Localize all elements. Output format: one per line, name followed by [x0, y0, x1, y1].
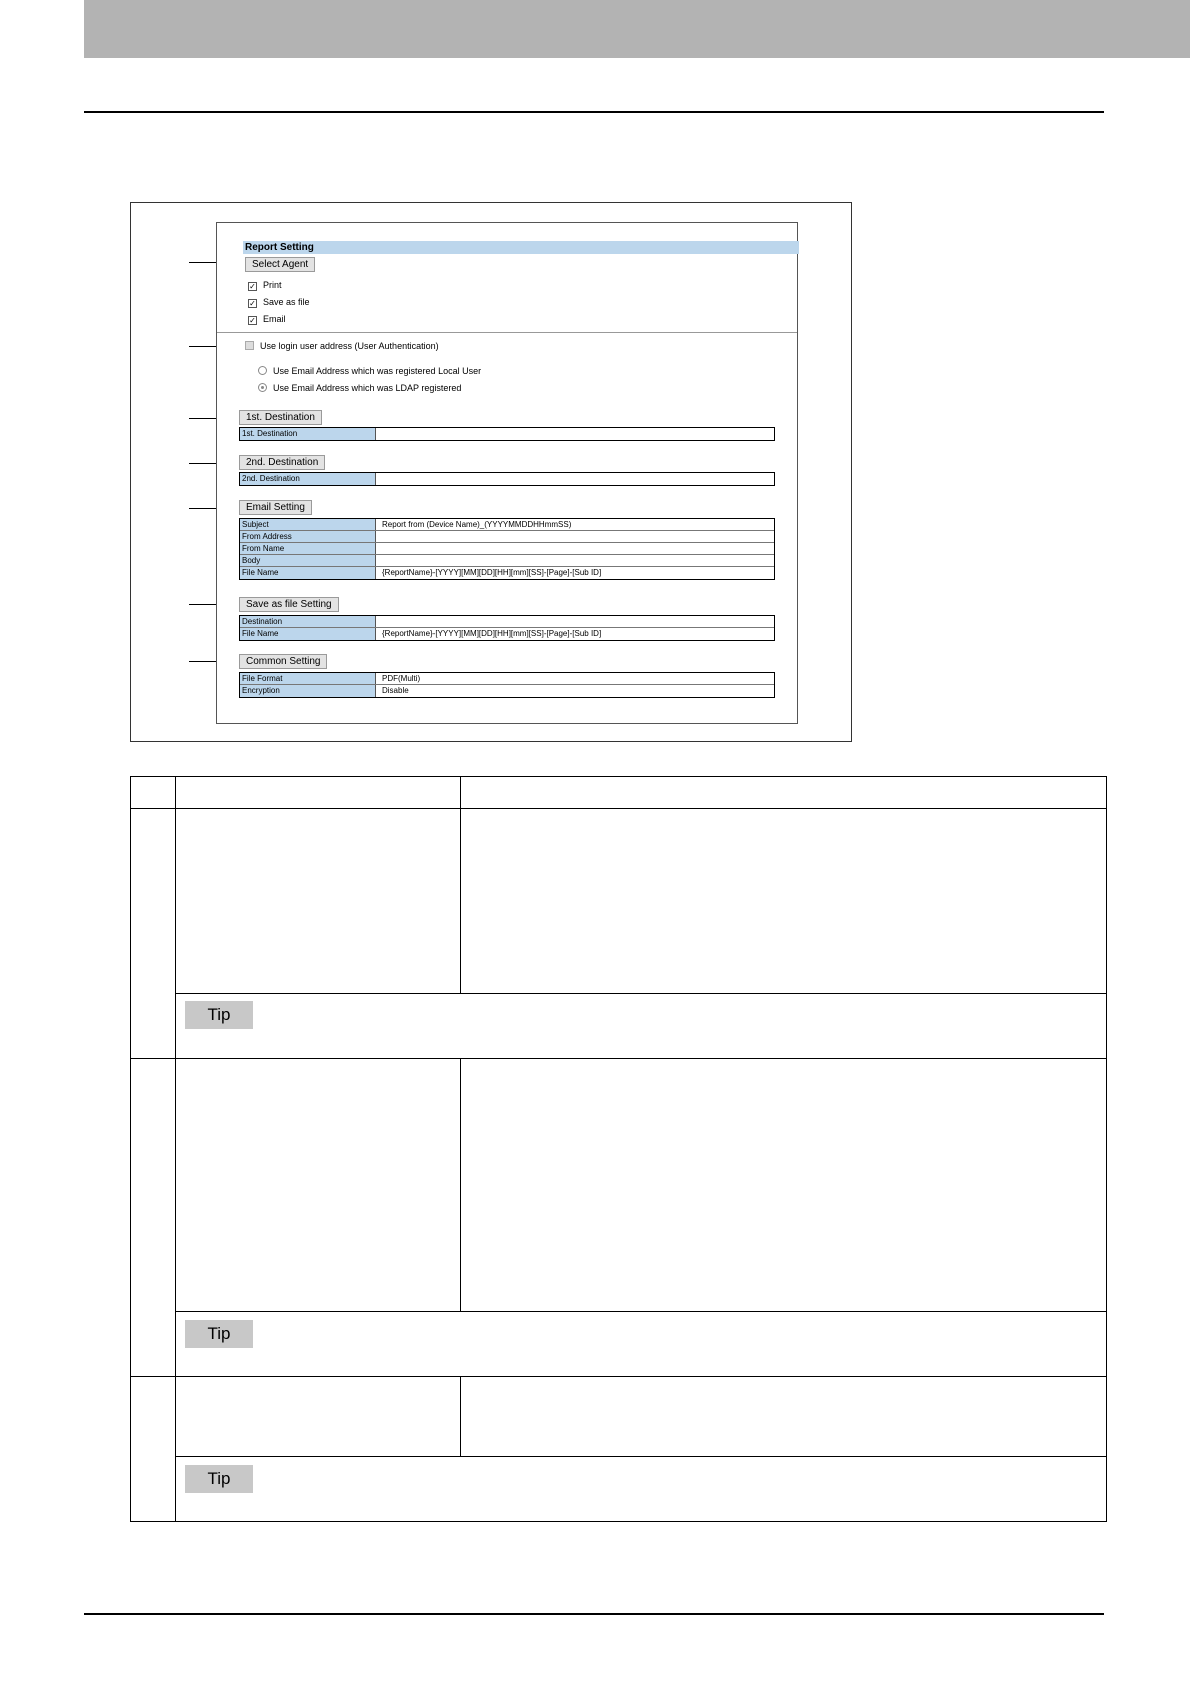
subject-input[interactable]: Report from (Device Name)_(YYYYMMDDHHmmSS) [376, 519, 774, 530]
from-address-input[interactable] [376, 531, 774, 542]
agent-save-as-file-checkbox[interactable]: ✓ Save as file [249, 297, 310, 308]
file-format-select[interactable]: PDF(Multi) [376, 673, 774, 684]
second-destination-input[interactable] [376, 473, 774, 485]
table-row [240, 685, 774, 697]
column-divider [175, 777, 176, 1521]
column-divider [460, 1059, 461, 1311]
table-row [240, 555, 774, 567]
row-divider [131, 1058, 1106, 1059]
radio-unselected-icon [258, 366, 267, 375]
first-destination-input[interactable] [376, 428, 774, 440]
row-label: File Format [240, 673, 376, 684]
table-row [240, 567, 774, 579]
report-setting-screen [216, 222, 798, 724]
file-destination-input[interactable] [376, 616, 774, 627]
encryption-select[interactable]: Disable [376, 685, 774, 697]
row-label: Encryption [240, 685, 376, 697]
row-label: 1st. Destination [240, 428, 376, 440]
select-agent-button[interactable]: Select Agent [245, 257, 315, 272]
row-label: Body [240, 555, 376, 566]
row-label: Subject [240, 519, 376, 530]
header-band [84, 0, 1190, 58]
from-name-input[interactable] [376, 543, 774, 554]
email-setting-button[interactable]: Email Setting [239, 500, 312, 515]
checkbox-unchecked-icon [245, 341, 254, 350]
table-row [240, 428, 774, 440]
table-row [240, 519, 774, 531]
footer-rule [84, 1613, 1104, 1615]
table-row [240, 673, 774, 685]
radio-selected-icon [258, 383, 267, 392]
header-rule [84, 111, 1104, 113]
save-as-file-table [239, 615, 775, 641]
tip-badge: Tip [185, 1465, 253, 1493]
email-file-name-input[interactable]: {ReportName}-[YYYY][MM][DD][HH][mm][SS]-[Page]-[Sub ID] [376, 567, 774, 579]
tip-divider [175, 993, 1106, 994]
second-destination-button[interactable]: 2nd. Destination [239, 455, 325, 470]
checkbox-checked-icon: ✓ [249, 316, 256, 325]
tip-badge: Tip [185, 1320, 253, 1348]
row-label: From Address [240, 531, 376, 542]
row-label: 2nd. Destination [240, 473, 376, 485]
screen-title: Report Setting [243, 241, 799, 254]
row-label: File Name [240, 628, 376, 640]
row-label: From Name [240, 543, 376, 554]
save-as-file-setting-button[interactable]: Save as file Setting [239, 597, 339, 612]
row-divider [131, 1376, 1106, 1377]
first-destination-table [239, 427, 775, 441]
tip-divider [175, 1456, 1106, 1457]
section-divider [217, 332, 797, 333]
row-label: Destination [240, 616, 376, 627]
first-destination-button[interactable]: 1st. Destination [239, 410, 322, 425]
file-name-input[interactable]: {ReportName}-[YYYY][MM][DD][HH][mm][SS]-[Page]-[Sub ID] [376, 628, 774, 640]
table-row [240, 543, 774, 555]
table-row [240, 531, 774, 543]
column-divider [460, 1377, 461, 1457]
table-row [240, 616, 774, 628]
table-row [240, 473, 774, 485]
common-setting-table [239, 672, 775, 698]
common-setting-button[interactable]: Common Setting [239, 654, 327, 669]
tip-badge: Tip [185, 1001, 253, 1029]
radio-local-user[interactable]: Use Email Address which was registered Local User [258, 365, 481, 377]
agent-print-checkbox[interactable]: ✓ Print [249, 280, 282, 291]
email-setting-table [239, 518, 775, 580]
column-divider [460, 777, 461, 994]
radio-ldap[interactable]: Use Email Address which was LDAP registered [258, 382, 461, 394]
use-login-address-checkbox[interactable]: Use login user address (User Authentication) [245, 340, 439, 352]
row-label: File Name [240, 567, 376, 579]
description-table [130, 776, 1107, 1522]
table-header-divider [131, 808, 1106, 809]
table-row [240, 628, 774, 640]
agent-email-checkbox[interactable]: ✓ Email [249, 314, 286, 325]
body-input[interactable] [376, 555, 774, 566]
checkbox-checked-icon: ✓ [249, 299, 256, 308]
checkbox-checked-icon: ✓ [249, 282, 256, 291]
second-destination-table [239, 472, 775, 486]
tip-divider [175, 1311, 1106, 1312]
